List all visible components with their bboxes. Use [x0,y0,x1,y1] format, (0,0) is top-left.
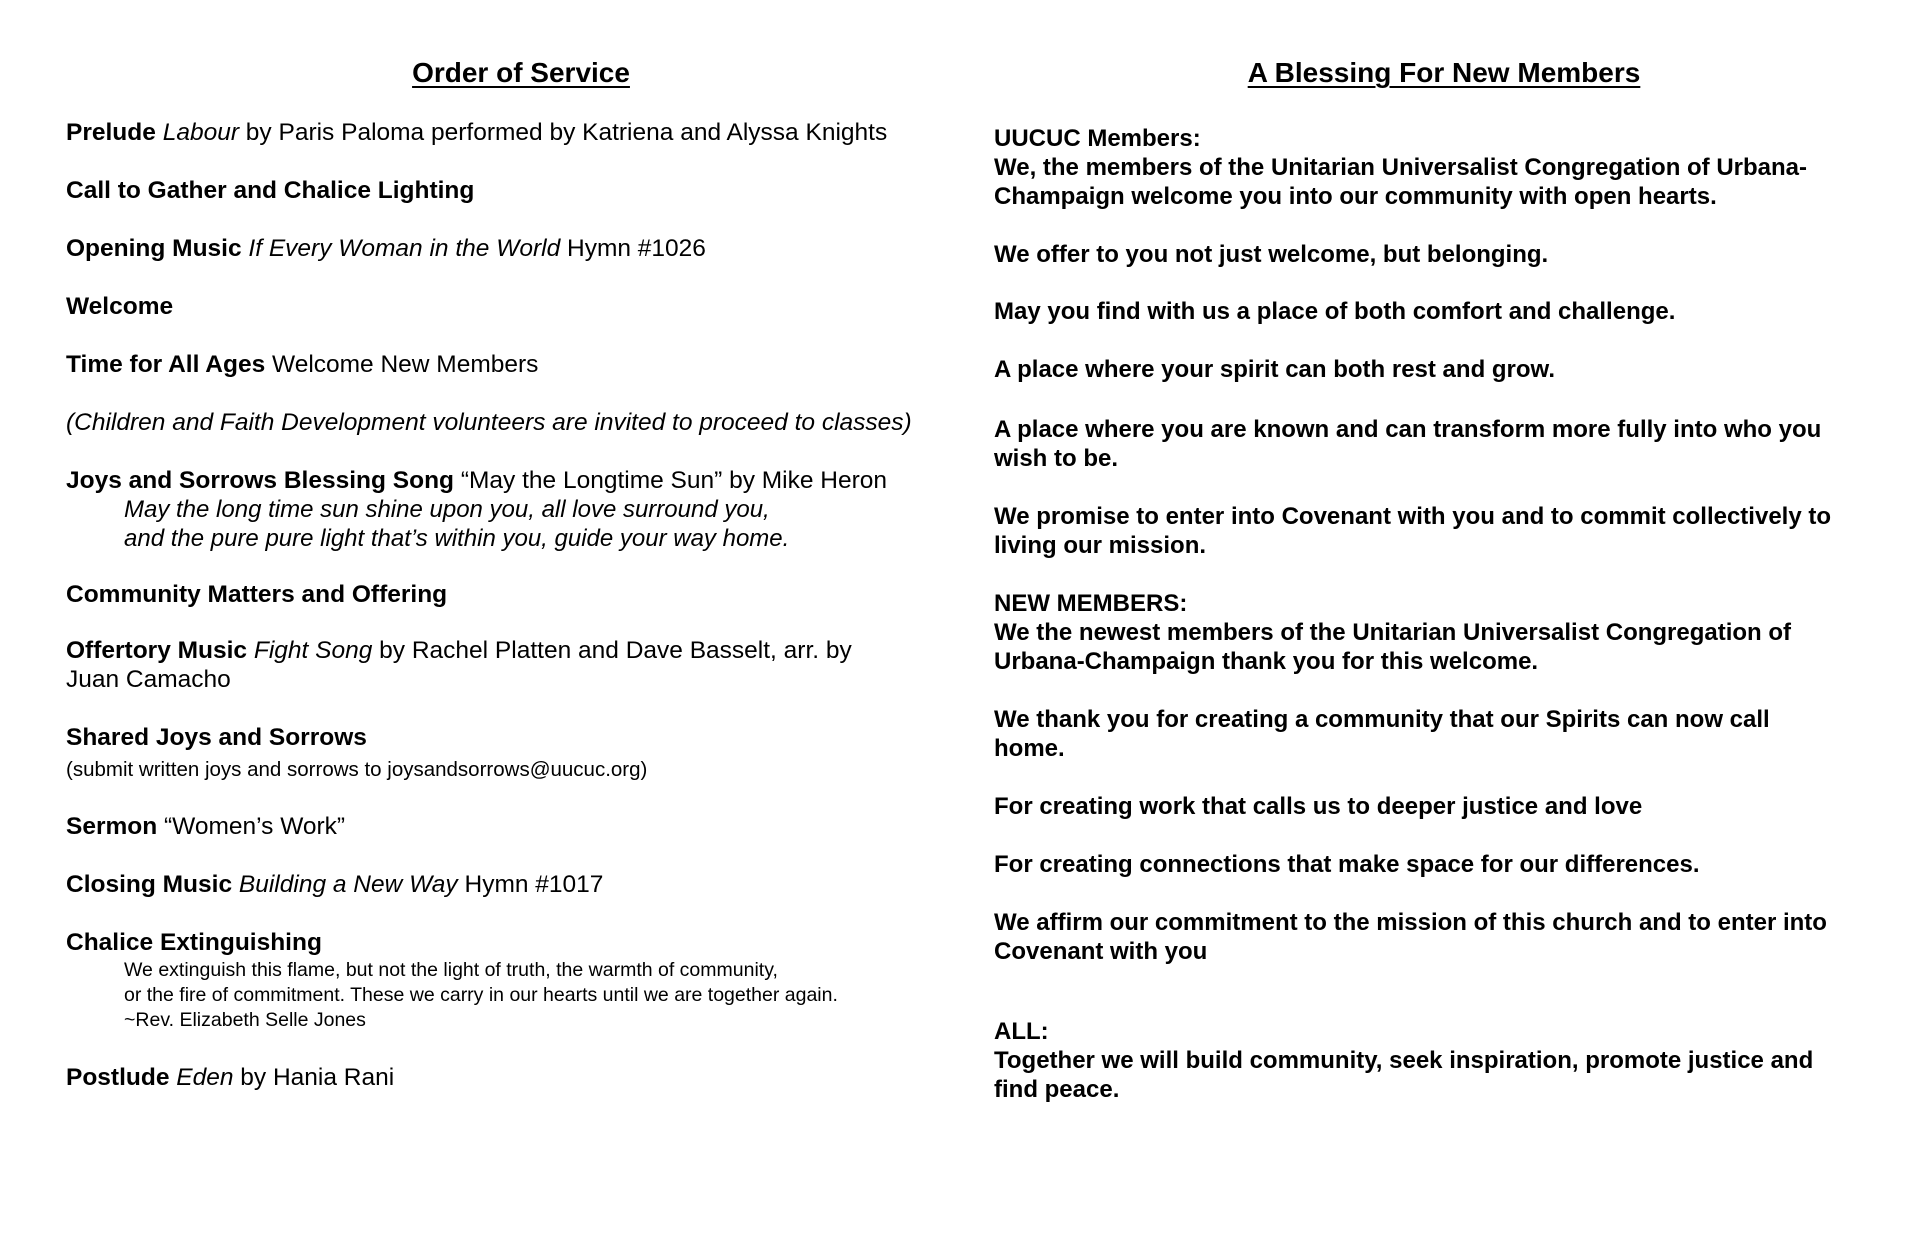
opening-music-item [66,234,976,263]
closing-music-details: Hymn #1017 [457,871,604,898]
blessing-paragraph-5 [994,502,1894,560]
all-line-2: find peace. [994,1076,1120,1103]
joys-blessing-details: “May the Longtime Sun” by Mike Heron [454,467,888,494]
blessing-paragraph-5-line-2: living our mission. [994,532,1207,559]
joys-blessing-label: Joys and Sorrows Blessing Song [66,467,455,494]
blessing-paragraph-3: A place where your spirit can both rest and grow. [994,356,1555,383]
extinguishing-attribution: ~Rev. Elizabeth Selle Jones [124,1009,366,1031]
blessing-paragraph-5-line-1: We promise to enter into Covenant with you and to commit collectively to [994,503,1831,530]
children-note: (Children and Faith Development volunteers are invited to proceed to classes) [66,409,912,436]
opening-music-title: If Every Woman in the World [248,235,561,262]
offertory-label: Offertory Music [66,637,248,664]
sermon-item [66,812,976,841]
blessing-paragraph-6-line-1: We thank you for creating a community that our Spirits can now call [994,706,1770,733]
offertory-item [66,636,976,665]
chalice-extinguishing-item: Chalice Extinguishing [66,929,322,956]
blessing-paragraph-2: May you find with us a place of both comfort and challenge. [994,298,1676,325]
blessing-paragraph-6 [994,705,1894,763]
time-for-all-ages-item [66,350,976,379]
time-for-all-ages-label: Time for All Ages [66,351,266,378]
extinguishing-line-2: or the fire of commitment. These we carry in our hearts until we are together again. [124,984,838,1006]
members-heading: UUCUC Members: [994,125,1201,152]
postlude-title: Eden [176,1064,234,1091]
members-section [994,124,1894,211]
extinguishing-line-1: We extinguish this flame, but not the light of truth, the warmth of community, [124,959,778,981]
shared-joys-note: (submit written joys and sorrows to joysandsorrows@uucuc.org) [66,758,648,781]
offertory-details: by Rachel Platten and Dave Basselt, arr. by [372,637,852,664]
all-line-1: Together we will build community, seek inspiration, promote justice and [994,1047,1814,1074]
new-members-heading: NEW MEMBERS: [994,590,1188,617]
closing-music-label: Closing Music [66,871,233,898]
blessing-paragraph-9-line-1: We affirm our commitment to the mission of this church and to enter into [994,909,1827,936]
prelude-label: Prelude [66,119,156,146]
offertory-title: Fight Song [253,637,373,664]
postlude-label: Postlude [66,1064,170,1091]
new-members-line-2: Urbana-Champaign thank you for this welcome. [994,648,1539,675]
blessing-paragraph-6-line-2: home. [994,735,1065,762]
all-section [994,1017,1894,1104]
blessing-paragraph-4-line-2: wish to be. [994,445,1119,472]
closing-music-item [66,870,976,899]
blessing-title: A Blessing For New Members [1247,57,1641,88]
time-for-all-ages-details: Welcome New Members [265,351,539,378]
order-of-service-title: Order of Service [412,57,630,88]
postlude-details: by Hania Rani [233,1064,395,1091]
members-line-1: We, the members of the Unitarian Universalist Congregation of Urbana- [994,154,1808,181]
prelude-title: Labour [162,119,239,146]
new-members-line-1: We the newest members of the Unitarian Universalist Congregation of [994,619,1792,646]
blessing-paragraph-9 [994,908,1894,966]
blessing-paragraph-4 [994,415,1894,473]
blessing-paragraph-1: We offer to you not just welcome, but belonging. [994,241,1549,268]
blessing-paragraph-4-line-1: A place where you are known and can transform more fully into who you [994,416,1822,443]
joys-blessing-item [66,466,976,495]
sermon-label: Sermon [66,813,158,840]
blessing-lyric-line-2: and the pure pure light that’s within you, guide your way home. [124,525,790,552]
prelude-details: by Paris Paloma performed by Katriena and Alyssa Knights [238,119,888,146]
new-members-section [994,589,1894,676]
offertory-details-line-2: Juan Camacho [66,666,231,693]
blessing-lyric-line-1: May the long time sun shine upon you, all love surround you, [124,496,770,523]
welcome-item: Welcome [66,293,174,320]
all-heading: ALL: [994,1018,1049,1045]
opening-music-label: Opening Music [66,235,242,262]
sermon-title: “Women’s Work” [157,813,346,840]
prelude-item [66,118,976,147]
closing-music-title: Building a New Way [238,871,458,898]
opening-music-details: Hymn #1026 [560,235,706,262]
shared-joys-item: Shared Joys and Sorrows [66,724,367,751]
blessing-paragraph-9-line-2: Covenant with you [994,938,1208,965]
postlude-item [66,1063,976,1092]
call-to-gather-item: Call to Gather and Chalice Lighting [66,177,475,204]
blessing-paragraph-8: For creating connections that make space for our differences. [994,851,1700,878]
members-line-2: Champaign welcome you into our community with open hearts. [994,183,1717,210]
community-matters-item: Community Matters and Offering [66,581,448,608]
blessing-paragraph-7: For creating work that calls us to deeper justice and love [994,793,1643,820]
